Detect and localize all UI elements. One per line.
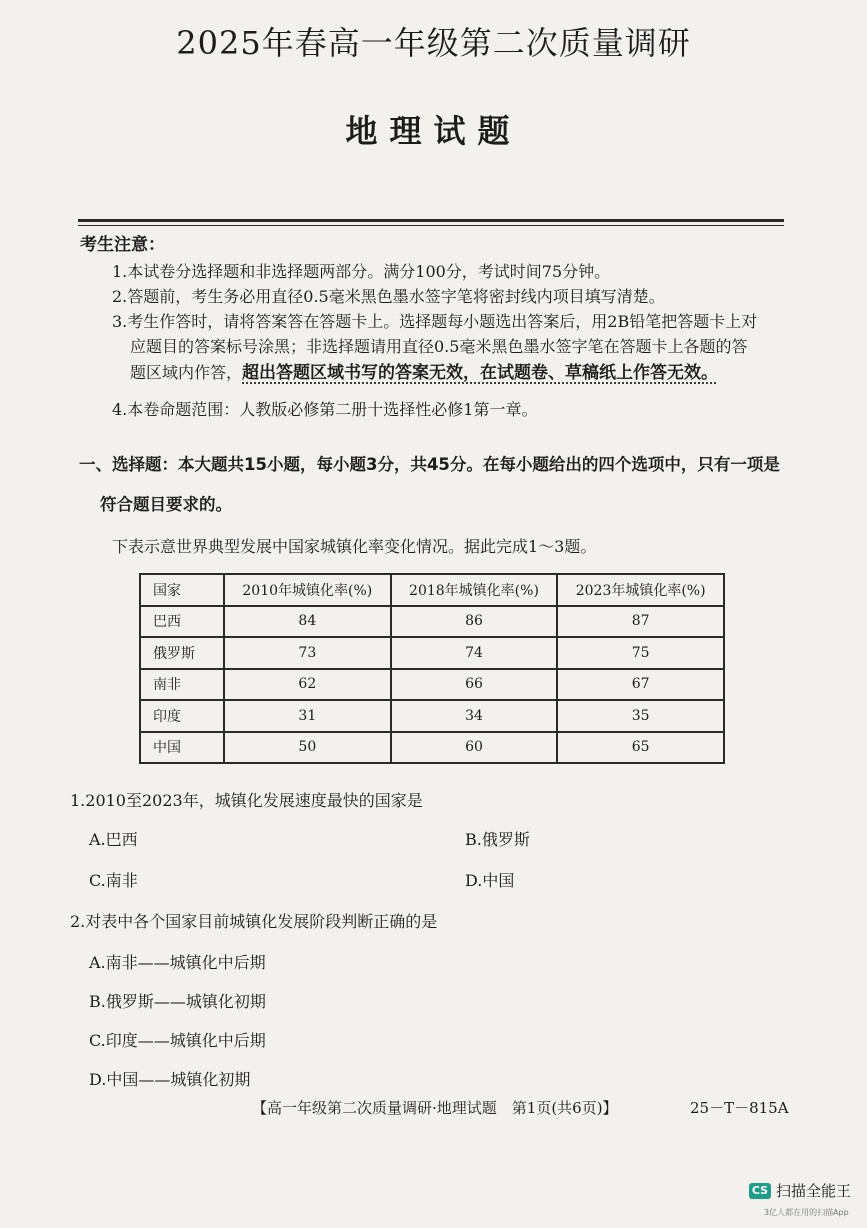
table-row [140,700,724,732]
table-header-cell: 国家 [140,574,224,606]
question-1-option-d: D.中国 [465,871,515,890]
question-2-stem: 2.对表中各个国家目前城镇化发展阶段判断正确的是 [70,912,438,931]
table-cell: 66 [391,669,558,701]
table-cell-country: 中国 [140,732,224,764]
table-row [140,732,724,764]
table-cell: 84 [224,606,391,638]
table-cell-country: 巴西 [140,606,224,638]
question-2-option-b: B.俄罗斯——城镇化初期 [89,992,266,1011]
table-cell: 75 [557,637,724,669]
table-row [140,606,724,638]
table-header-cell: 2018年城镇化率(%) [391,574,558,606]
table-cell: 50 [224,732,391,764]
question-1-option-b: B.俄罗斯 [465,830,530,849]
notice-item-3-line-1: 3.考生作答时，请将答案答在答题卡上。选择题每小题选出答案后，用2B铅笔把答题卡上对 [112,312,758,331]
subject-title: 地理试题 [345,112,522,150]
question-2-option-c: C.印度——城镇化中后期 [89,1031,266,1050]
notice-heading: 考生注意： [80,235,165,255]
table-cell: 65 [557,732,724,764]
header-divider-thin [78,225,784,226]
notice-item-4: 4.本卷命题范围：人教版必修第二册十选择性必修1第一章。 [112,400,538,419]
notice-item-3-line-2: 应题目的答案标号涂黑；非选择题请用直径0.5毫米黑色墨水签字笔在答题卡上各题的答 [130,337,748,356]
table-cell: 73 [224,637,391,669]
table-cell-country: 南非 [140,669,224,701]
notice-item-3-prefix: 题区域内作答， [130,363,243,382]
notice-emphasis: 超出答题区域书写的答案无效，在试题卷、草稿纸上作答无效。 [242,363,719,383]
table-row [140,669,724,701]
page-footer: 【高一年级第二次质量调研·地理试题 第1页(共6页)】 [252,1099,618,1117]
scanner-watermark-tagline: 3亿人都在用的扫描App [764,1208,849,1217]
notice-item-2: 2.答题前，考生务必用直径0.5毫米黑色墨水签字笔将密封线内项目填写清楚。 [112,287,665,306]
paper-code: 25－T－815A [690,1099,789,1117]
notice-item-3-line-3 [130,358,718,383]
section-heading-line-1: 一、选择题：本大题共15小题，每小题3分，共45分。在每小题给出的四个选项中，只有一项是 [79,455,780,474]
table-header-cell: 2010年城镇化率(%) [224,574,391,606]
exam-title: 2025年春高一年级第二次质量调研 [176,24,691,62]
table-cell: 74 [391,637,558,669]
table-cell: 67 [557,669,724,701]
question-2-option-a: A.南非——城镇化中后期 [89,953,266,972]
table-row [140,637,724,669]
header-divider [78,219,784,222]
table-cell-country: 印度 [140,700,224,732]
urbanization-table [139,573,725,764]
question-1-stem: 1.2010至2023年，城镇化发展速度最快的国家是 [70,791,423,810]
table-cell: 35 [557,700,724,732]
table-cell: 34 [391,700,558,732]
scanner-watermark-name: 扫描全能王 [776,1182,852,1200]
table-cell: 86 [391,606,558,638]
scanner-logo-icon: CS [749,1183,771,1199]
section-heading-line-2: 符合题目要求的。 [100,495,232,514]
question-2-option-d: D.中国——城镇化初期 [89,1070,251,1089]
table-intro: 下表示意世界典型发展中国家城镇化率变化情况。据此完成1～3题。 [112,537,597,556]
table-cell-country: 俄罗斯 [140,637,224,669]
question-1-option-c: C.南非 [89,871,138,890]
table-cell: 31 [224,700,391,732]
notice-item-1: 1.本试卷分选择题和非选择题两部分。满分100分，考试时间75分钟。 [112,262,611,281]
question-1-option-a: A.巴西 [89,830,138,849]
table-cell: 60 [391,732,558,764]
table-header-row [140,574,724,606]
table-cell: 87 [557,606,724,638]
table-cell: 62 [224,669,391,701]
table-header-cell: 2023年城镇化率(%) [557,574,724,606]
